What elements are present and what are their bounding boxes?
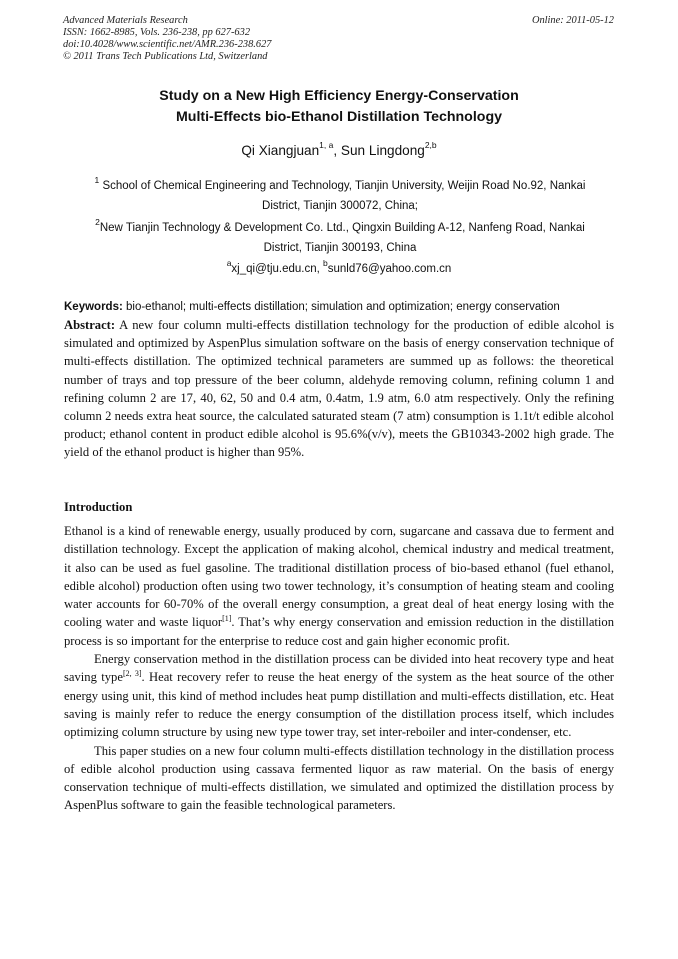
affiliation-1-line-2: District, Tianjin 300072, China; <box>262 200 418 212</box>
intro-paragraph-2 <box>64 650 614 741</box>
author-list <box>0 142 678 160</box>
paper-title <box>0 86 678 128</box>
intro-p1-text: Ethanol is a kind of renewable energy, usually produced by corn, sugarcane and cassava due to ferment and distillation technology. Except the application of making alcohol, chemical industry and medical treatment, it also can be used as fuel gasoline. The traditional distillation process of bio-based ethanol (fuel ethanol, edible alcohol) production often using two tower technology, it’s consumption of heating steam and cooling water accounts for 60-70% of the overall energy consumption, a great deal of heat energy losing with the cooling water and waste liquor <box>64 524 614 630</box>
intro-paragraph-3: This paper studies on a new four column multi-effects distillation technology in the distillation process of edible alcohol production using cassava fermented liquor as raw material. On the basis of energy conservation technique of multi-effects distillation, we simulated and optimized the distillation process by AspenPlus software to gain the feasible technological parameters. <box>64 743 614 813</box>
affiliation-2-line-2: District, Tianjin 300193, China <box>263 242 417 254</box>
email-b-mark: b <box>323 258 328 269</box>
online-date: Online: 2011-05-12 <box>531 15 614 26</box>
keywords-label: Keywords: <box>64 301 123 313</box>
title-line-1: Study on a New High Efficiency Energy-Conservation <box>159 88 519 104</box>
affiliation-2 <box>64 218 616 258</box>
author-2-affiliation-mark: 2,b <box>424 140 437 151</box>
affiliation-1-line-1: School of Chemical Engineering and Technology, Tianjin University, Weijin Road No.92, Nankai <box>102 180 586 192</box>
email-a-link[interactable]: xj_qi@tju.edu.cn, <box>231 263 320 275</box>
intro-p1-tail: . That’s why energy conservation and emission reduction in the distillation process is so important for the enterprise to reduce cost and gain higher economic profit. <box>64 615 614 648</box>
affiliation-1-mark: 1 <box>94 175 100 186</box>
section-heading-introduction: Introduction <box>64 500 133 514</box>
journal-doi: doi:10.4028/www.scientific.net/AMR.236-238.627 <box>63 39 272 50</box>
intro-p2-tail: . Heat recovery refer to reuse the heat energy of the system as the heat source of the other energy using unit, this kind of method includes heat pump distillation and multi-effects distillation, etc. Heat saving is mainly refer to reduce the energy consumption of the distillation process itself, which includes optimizing column structure by using new type tower tray, set inter-reboiler and inter-condenser, etc. <box>64 670 615 740</box>
affiliation-2-mark: 2 <box>95 217 100 228</box>
email-a-mark: a <box>226 258 232 269</box>
author-emails <box>0 260 678 278</box>
abstract-label: Abstract: <box>64 318 116 332</box>
author-1: Qi Xiangjuan <box>241 143 320 158</box>
introduction-body <box>64 522 614 815</box>
journal-issn: ISSN: 1662-8985, Vols. 236-238, pp 627-632 <box>63 27 251 38</box>
intro-paragraph-1 <box>64 522 614 650</box>
citation-1[interactable]: [1] <box>222 614 232 624</box>
journal-copyright: © 2011 Trans Tech Publications Ltd, Switzerland <box>63 51 268 62</box>
affiliation-2-line-1: New Tianjin Technology & Development Co. Ltd., Qingxin Building A-12, Nanfeng Road, Nankai <box>99 222 585 234</box>
journal-header <box>63 15 271 63</box>
abstract <box>64 316 614 462</box>
author-2: Sun Lingdong <box>340 143 425 158</box>
intro-p2-text: Energy conservation method in the distillation process can be divided into heat recovery type and heat saving type <box>64 652 614 685</box>
title-line-2: Multi-Effects bio-Ethanol Distillation Technology <box>175 109 503 125</box>
citation-2-3[interactable]: [2, 3] <box>122 669 142 679</box>
keywords-text: bio-ethanol; multi-effects distillation; simulation and optimization; energy conservation <box>126 301 560 313</box>
author-separator: , <box>333 143 338 158</box>
journal-name: Advanced Materials Research <box>63 15 188 26</box>
abstract-text: A new four column multi-effects distillation technology for the production of edible alcohol is simulated and optimized by AspenPlus simulation software on the basis of energy conservation technique of multi-effects distillation. The optimized technical parameters are summed up as follows: the theoretical number of trays and top pressure of the beer column, aldehyde removing column, refining column 1 and refining column 2 are 17, 40, 62, 50 and 0.4 atm, 0.4atm, 1.9 atm, 6.0 atm respectively. Only the refining column 2 needs extra heat source, the calculated saturated steam (7 atm) consumption is 1.1t/t edible alcohol product; ethanol content in product edible alcohol is 95.6%(v/v), meets the GB10343-2002 high grade. The yield of the ethanol product is higher than 95%. <box>64 318 614 460</box>
email-b-link[interactable]: sunld76@yahoo.com.cn <box>327 263 452 275</box>
keywords <box>64 298 616 316</box>
author-1-affiliation-mark: 1, a <box>319 140 334 151</box>
affiliation-1 <box>64 176 616 216</box>
